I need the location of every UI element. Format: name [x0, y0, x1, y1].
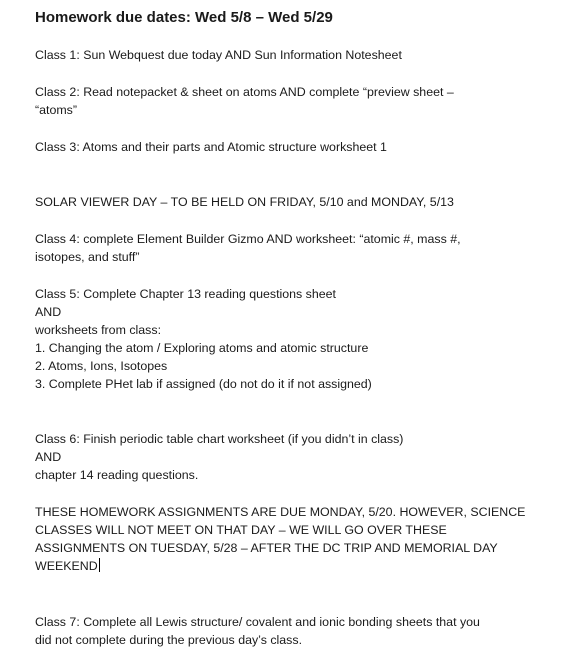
class-6-line-3: chapter 14 reading questions. — [35, 468, 199, 482]
class-1-line: Class 1: Sun Webquest due today AND Sun Information Notesheet — [35, 48, 402, 62]
class-4-line-2: isotopes, and stuff” — [35, 250, 140, 264]
class-4-line-1: Class 4: complete Element Builder Gizmo AND worksheet: “atomic #, mass #, — [35, 232, 461, 246]
class-5-item-1: 1. Changing the atom / Exploring atoms and atomic structure — [35, 341, 369, 355]
notice-line-3: ASSIGNMENTS ON TUESDAY, 5/28 – AFTER THE DC TRIP AND MEMORIAL DAY — [35, 541, 498, 555]
class-5-and: AND — [35, 305, 62, 319]
class-2-line-2: “atoms” — [35, 103, 77, 117]
class-3-line: Class 3: Atoms and their parts and Atomic structure worksheet 1 — [35, 140, 387, 154]
notice-line-2: CLASSES WILL NOT MEET ON THAT DAY – WE WILL GO OVER THESE — [35, 523, 447, 537]
class-5-line-1: Class 5: Complete Chapter 13 reading questions sheet — [35, 287, 336, 301]
class-7-line-1: Class 7: Complete all Lewis structure/ covalent and ionic bonding sheets that you — [35, 615, 480, 629]
class-6-line-1: Class 6: Finish periodic table chart worksheet (if you didn’t in class) — [35, 432, 404, 446]
notice-line-4-text: WEEKEND — [35, 559, 98, 573]
class-6-and: AND — [35, 450, 62, 464]
class-5-line-3: worksheets from class: — [35, 323, 162, 337]
class-7-line-2: did not complete during the previous day’s class. — [35, 633, 303, 647]
notice-line-4 — [35, 557, 100, 575]
class-5-item-3: 3. Complete PHet lab if assigned (do not do it if not assigned) — [35, 377, 372, 391]
class-5-item-2: 2. Atoms, Ions, Isotopes — [35, 359, 168, 373]
class-2-line-1: Class 2: Read notepacket & sheet on atoms AND complete “preview sheet – — [35, 85, 454, 99]
text-cursor — [99, 558, 100, 572]
notice-line-1: THESE HOMEWORK ASSIGNMENTS ARE DUE MONDAY, 5/20. HOWEVER, SCIENCE — [35, 505, 526, 519]
document-title: Homework due dates: Wed 5/8 – Wed 5/29 — [35, 9, 333, 26]
solar-viewer-notice: SOLAR VIEWER DAY – TO BE HELD ON FRIDAY, 5/10 and MONDAY, 5/13 — [35, 195, 454, 209]
